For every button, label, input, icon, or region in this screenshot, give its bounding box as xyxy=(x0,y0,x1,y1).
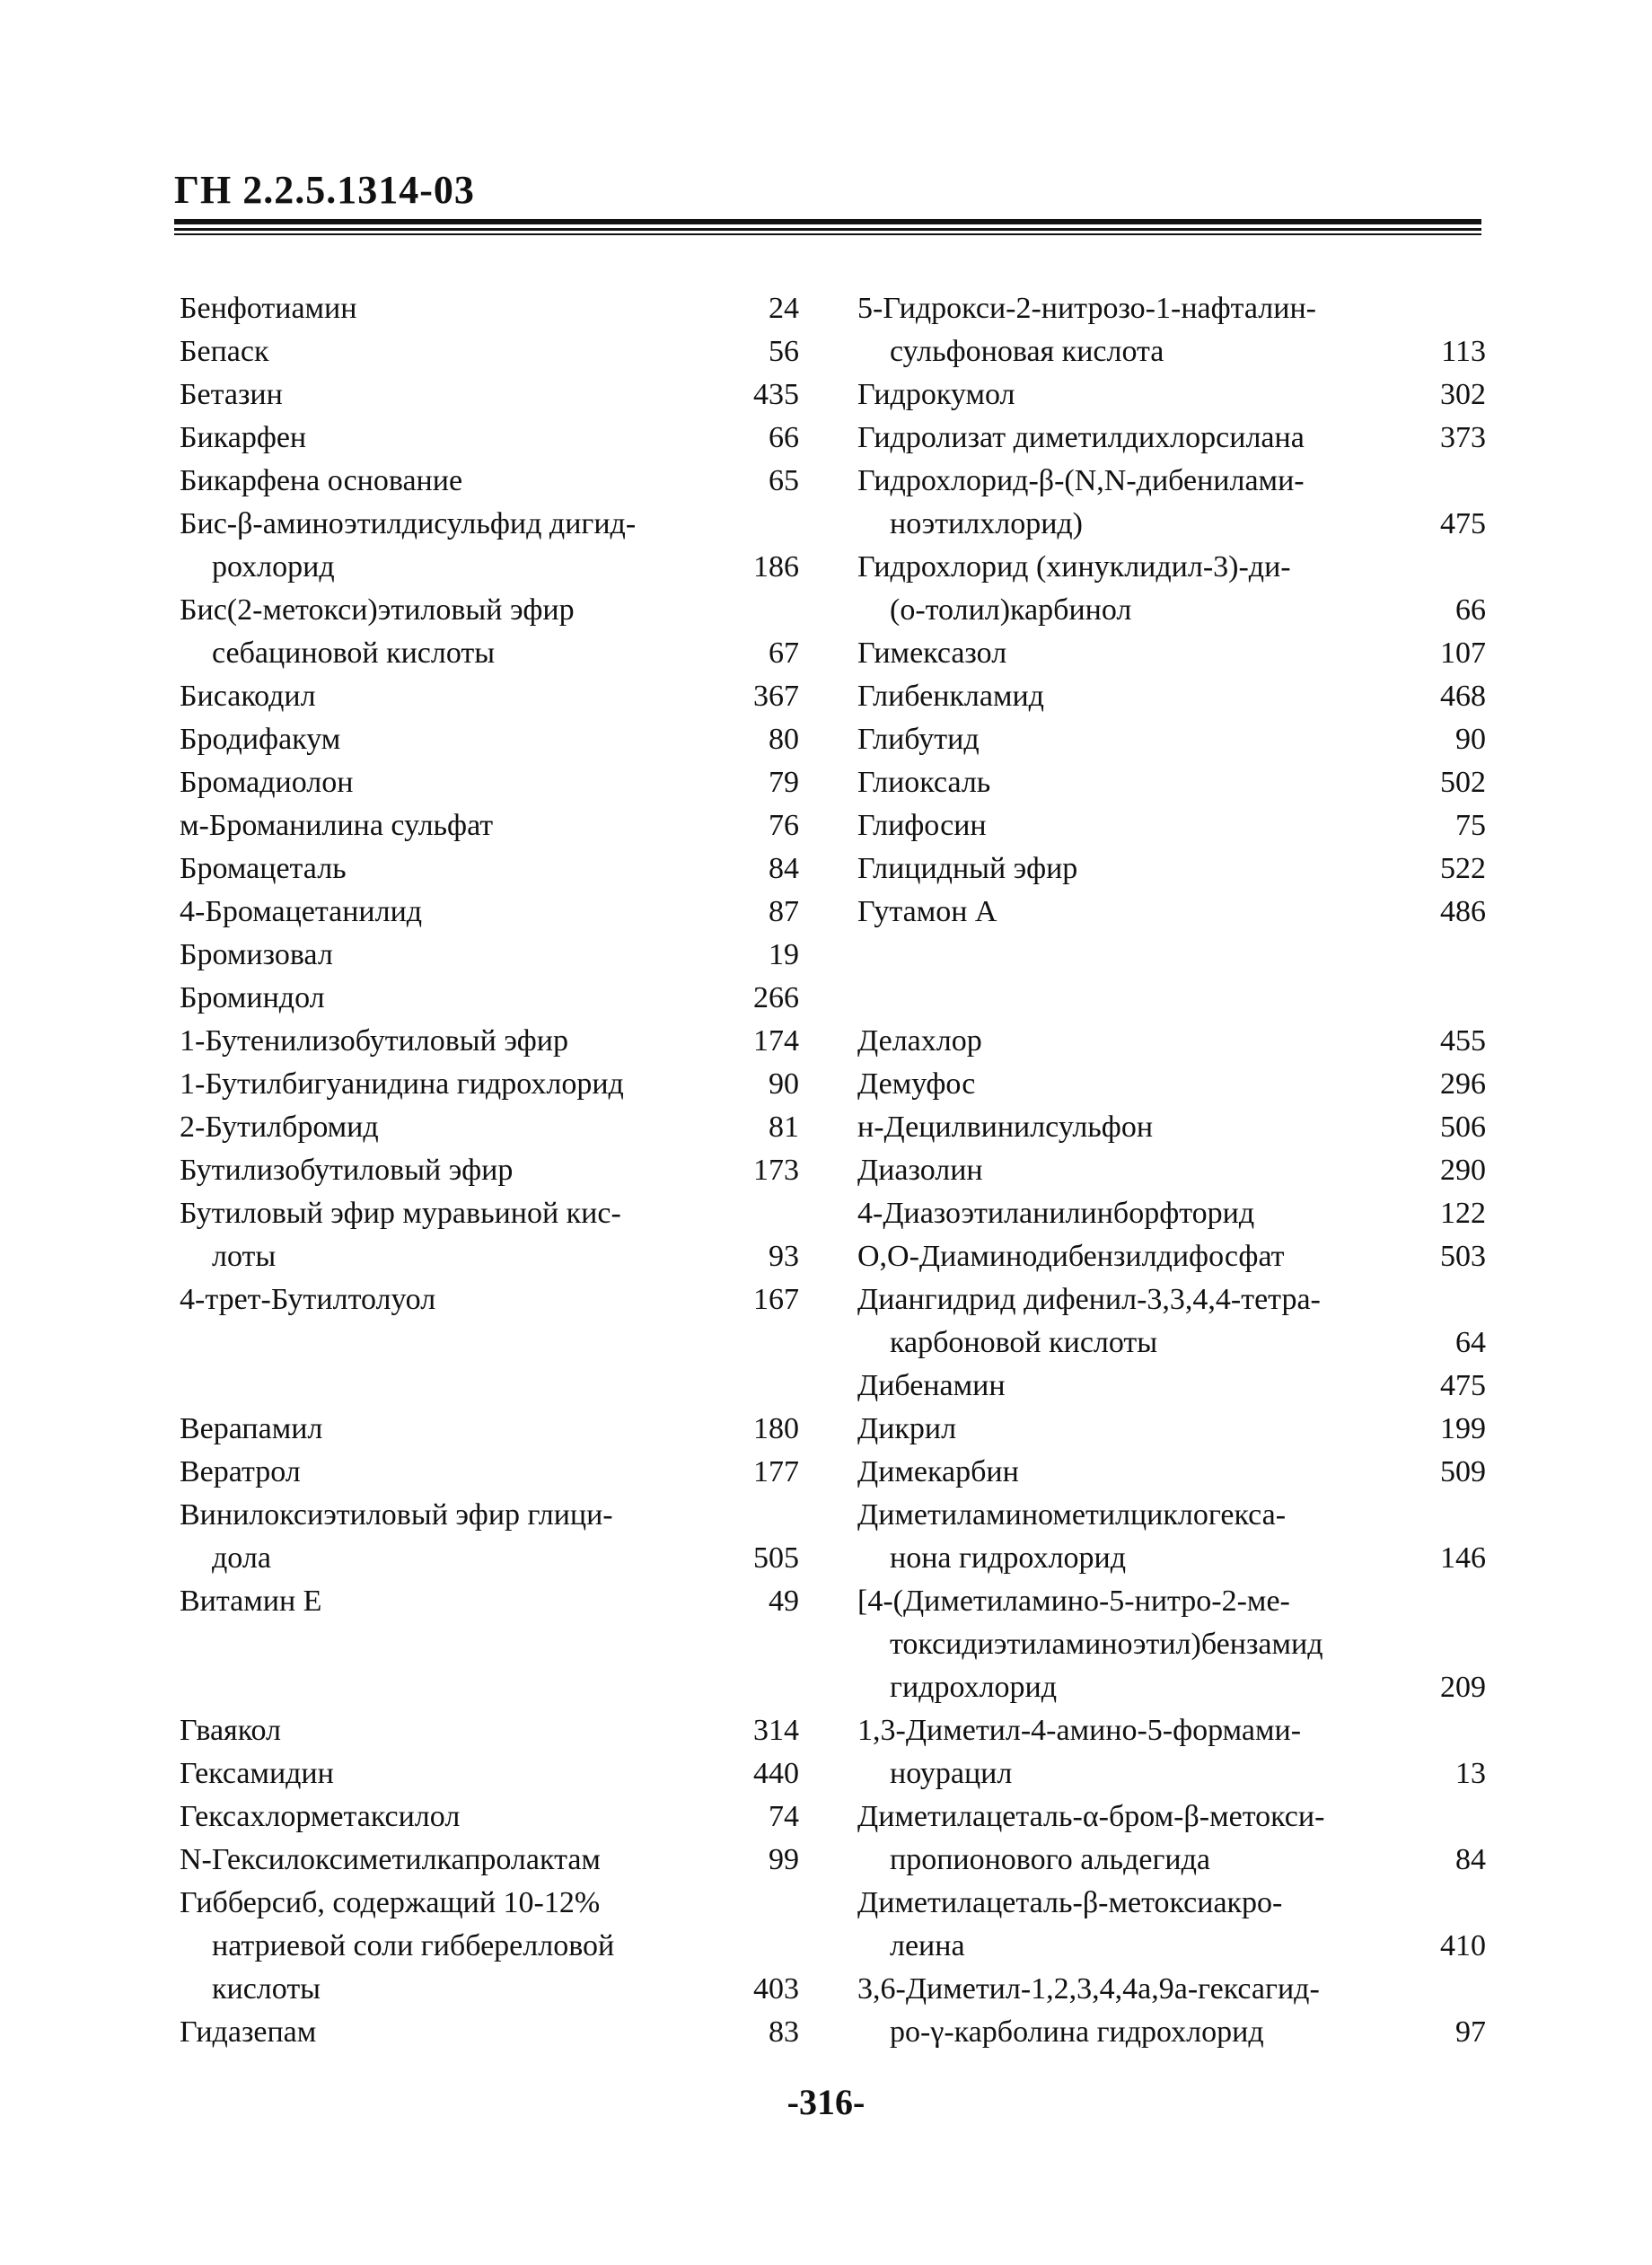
entry-line: Диметилацеталь-α-бром-β-метокси- xyxy=(857,1800,1325,1833)
section-gap xyxy=(180,1623,799,1709)
index-entry xyxy=(180,675,799,718)
entry-page-number: 475 xyxy=(1440,1369,1486,1402)
entry-name xyxy=(857,761,1405,804)
entry-page-number: 64 xyxy=(1455,1326,1486,1359)
index-entry xyxy=(180,1408,799,1451)
entry-line: Глибутид xyxy=(857,723,980,756)
index-entry xyxy=(180,1494,799,1580)
index-entry xyxy=(857,718,1486,761)
entry-line: Гимексазол xyxy=(857,636,1007,670)
entry-page-number: 502 xyxy=(1440,766,1486,799)
entry-line: N-Гексилоксиметилкапролактам xyxy=(180,1843,601,1876)
index-entry xyxy=(857,1149,1486,1192)
entry-line: Гидрокумол xyxy=(857,378,1015,411)
entry-page-number: 24 xyxy=(769,292,799,325)
entry-page-number: 167 xyxy=(753,1283,799,1316)
entry-line: себациновой кислоты xyxy=(212,636,496,670)
entry-line: нона гидрохлорид xyxy=(890,1541,1127,1575)
entry-name xyxy=(180,804,718,847)
entry-page-number: 367 xyxy=(753,680,799,713)
entry-name xyxy=(857,1235,1405,1278)
index-entry xyxy=(180,460,799,503)
entry-name xyxy=(180,847,718,891)
entry-name xyxy=(857,1063,1405,1106)
index-entry xyxy=(180,1192,799,1278)
entry-page-number: 107 xyxy=(1440,636,1486,670)
entry-line: 1-Бутилбигуанидина гидрохлорид xyxy=(180,1067,624,1101)
entry-name xyxy=(857,1795,1405,1882)
entry-line: Глиоксаль xyxy=(857,766,991,799)
entry-name xyxy=(857,1149,1405,1192)
index-entry xyxy=(857,287,1486,373)
entry-name xyxy=(180,330,718,373)
entry-line: Бромадиолон xyxy=(180,766,354,799)
entry-line: дола xyxy=(212,1541,271,1575)
entry-line: Глибенкламид xyxy=(857,680,1044,713)
entry-line: Бис-β-аминоэтилдисульфид дигид- xyxy=(180,507,637,540)
entry-page-number: 19 xyxy=(769,938,799,971)
entry-line: Глифосин xyxy=(857,809,987,842)
entry-line: рохлорид xyxy=(212,550,335,584)
entry-line: пропионового альдегида xyxy=(890,1843,1210,1876)
index-entry xyxy=(180,804,799,847)
entry-line: лоты xyxy=(212,1240,277,1273)
entry-page-number: 83 xyxy=(769,2015,799,2049)
entry-page-number: 435 xyxy=(753,378,799,411)
entry-name xyxy=(180,1408,718,1451)
index-entry xyxy=(857,1192,1486,1235)
entry-page-number: 113 xyxy=(1441,335,1486,368)
entry-line: Глицидный эфир xyxy=(857,852,1078,885)
entry-line: Делахлор xyxy=(857,1024,982,1058)
index-entry xyxy=(180,761,799,804)
entry-line: Гибберсиб, содержащий 10-12% xyxy=(180,1886,601,1919)
entry-page-number: 79 xyxy=(769,766,799,799)
index-entry xyxy=(180,1149,799,1192)
entry-line: Гидролизат диметилдихлорсилана xyxy=(857,421,1305,454)
page-number: -316- xyxy=(786,2082,866,2122)
index-entry xyxy=(857,1020,1486,1063)
entry-line: ноурацил xyxy=(890,1757,1013,1790)
entry-line: Гидрохлорид (хинуклидил-3)-ди- xyxy=(857,550,1291,584)
entry-line: Винилоксиэтиловый эфир глици- xyxy=(180,1498,613,1532)
entry-name xyxy=(857,1709,1405,1795)
entry-name xyxy=(857,1365,1405,1408)
entry-line: Верапамил xyxy=(180,1412,323,1445)
entry-name xyxy=(180,675,718,718)
entry-name xyxy=(180,977,718,1020)
index-entry xyxy=(180,417,799,460)
entry-name xyxy=(180,934,718,977)
index-entry xyxy=(857,1278,1486,1365)
header-rule xyxy=(174,233,1481,235)
entry-line: н-Децилвинилсульфон xyxy=(857,1111,1154,1144)
entry-page-number: 410 xyxy=(1440,1929,1486,1962)
index-entry xyxy=(180,330,799,373)
index-entry xyxy=(857,761,1486,804)
index-entry xyxy=(180,373,799,417)
entry-name xyxy=(857,1106,1405,1149)
entry-line: 4-трет-Бутилтолуол xyxy=(180,1283,436,1316)
index-entry xyxy=(180,847,799,891)
entry-name xyxy=(180,1020,718,1063)
entry-page-number: 177 xyxy=(753,1455,799,1488)
entry-page-number: 84 xyxy=(1455,1843,1486,1876)
entry-name xyxy=(857,1020,1405,1063)
index-entry xyxy=(180,977,799,1020)
entry-line: О,О-Диаминодибензилдифосфат xyxy=(857,1240,1285,1273)
index-column-left xyxy=(180,287,799,2054)
entry-line: леина xyxy=(890,1929,965,1962)
entry-name xyxy=(857,546,1405,632)
entry-line: Диазолин xyxy=(857,1154,983,1187)
entry-line: [4-(Диметиламино-5-нитро-2-ме- xyxy=(857,1585,1290,1618)
index-entry xyxy=(180,2011,799,2054)
entry-line: Бутилизобутиловый эфир xyxy=(180,1154,514,1187)
entry-name xyxy=(857,718,1405,761)
index-entry xyxy=(180,503,799,589)
entry-page-number: 505 xyxy=(753,1541,799,1575)
index-entry xyxy=(857,546,1486,632)
entry-name xyxy=(857,1451,1405,1494)
entry-page-number: 80 xyxy=(769,723,799,756)
entry-page-number: 440 xyxy=(753,1757,799,1790)
entry-name xyxy=(180,1839,718,1882)
entry-page-number: 403 xyxy=(753,1972,799,2006)
entry-page-number: 266 xyxy=(753,981,799,1014)
entry-page-number: 66 xyxy=(769,421,799,454)
entry-line: Диметилацеталь-β-метоксиакро- xyxy=(857,1886,1283,1919)
entry-line: Бикарфен xyxy=(180,421,307,454)
entry-page-number: 90 xyxy=(1455,723,1486,756)
entry-page-number: 174 xyxy=(753,1024,799,1058)
entry-page-number: 522 xyxy=(1440,852,1486,885)
index-entry xyxy=(857,847,1486,891)
entry-name xyxy=(180,1752,718,1795)
entry-line: 4-Диазоэтиланилинборфторид xyxy=(857,1197,1255,1230)
entry-line: ро-γ-карболина гидрохлорид xyxy=(890,2015,1264,2049)
entry-line: Бис(2-метокси)этиловый эфир xyxy=(180,593,575,627)
entry-name xyxy=(857,1968,1405,2054)
entry-line: Дибенамин xyxy=(857,1369,1006,1402)
entry-page-number: 146 xyxy=(1440,1541,1486,1575)
entry-line: Бромацеталь xyxy=(180,852,347,885)
entry-line: Диметиламинометилциклогекса- xyxy=(857,1498,1287,1532)
entry-line: 1-Бутенилизобутиловый эфир xyxy=(180,1024,568,1058)
index-entry xyxy=(857,1968,1486,2054)
index-entry xyxy=(857,1882,1486,1968)
entry-page-number: 87 xyxy=(769,895,799,928)
entry-name xyxy=(180,460,718,503)
index-entry xyxy=(180,1106,799,1149)
entry-line: Бепаск xyxy=(180,335,269,368)
entry-page-number: 373 xyxy=(1440,421,1486,454)
entry-page-number: 75 xyxy=(1455,809,1486,842)
index-entry xyxy=(180,1752,799,1795)
entry-name xyxy=(180,891,718,934)
entry-line: Бисакодил xyxy=(180,680,316,713)
entry-line: Бутиловый эфир муравьиной кис- xyxy=(180,1197,621,1230)
index-entry xyxy=(857,1709,1486,1795)
entry-page-number: 209 xyxy=(1440,1671,1486,1704)
entry-line: токсидиэтиламиноэтил)бензамид xyxy=(890,1628,1323,1661)
entry-line: Гидазепам xyxy=(180,2015,317,2049)
entry-line: Гексамидин xyxy=(180,1757,334,1790)
entry-line: натриевой соли гибберелловой xyxy=(212,1929,615,1962)
entry-line: 5-Гидрокси-2-нитрозо-1-нафталин- xyxy=(857,292,1316,325)
index-entry xyxy=(857,804,1486,847)
entry-name xyxy=(180,1709,718,1752)
index-entry xyxy=(857,460,1486,546)
entry-line: Вератрол xyxy=(180,1455,301,1488)
entry-name xyxy=(857,1192,1405,1235)
index-entry xyxy=(180,1795,799,1839)
index-entry xyxy=(180,1882,799,2011)
entry-page-number: 302 xyxy=(1440,378,1486,411)
index-entry xyxy=(857,891,1486,934)
entry-name xyxy=(857,1882,1405,1968)
index-entry xyxy=(180,718,799,761)
entry-name xyxy=(180,1063,718,1106)
entry-line: сульфоновая кислота xyxy=(890,335,1164,368)
entry-name xyxy=(857,804,1405,847)
entry-line: 1,3-Диметил-4-амино-5-формами- xyxy=(857,1714,1302,1747)
index-entry xyxy=(857,1235,1486,1278)
index-entry xyxy=(857,1580,1486,1709)
entry-page-number: 199 xyxy=(1440,1412,1486,1445)
index-entry xyxy=(857,1063,1486,1106)
entry-line: Гидрохлорид-β-(N,N-дибенилами- xyxy=(857,464,1305,497)
entry-name xyxy=(180,1494,718,1580)
entry-name xyxy=(180,503,718,589)
entry-line: Гваякол xyxy=(180,1714,282,1747)
entry-name xyxy=(180,718,718,761)
entry-name xyxy=(180,1192,718,1278)
entry-name xyxy=(857,460,1405,546)
index-entry xyxy=(180,589,799,675)
index-entry xyxy=(180,1063,799,1106)
entry-line: Гексахлорметаксилол xyxy=(180,1800,461,1833)
index-entry xyxy=(180,1839,799,1882)
entry-line: Бетазин xyxy=(180,378,283,411)
entry-line: ноэтилхлорид) xyxy=(890,507,1084,540)
entry-name xyxy=(857,287,1405,373)
entry-page-number: 290 xyxy=(1440,1154,1486,1187)
entry-name xyxy=(180,1106,718,1149)
entry-page-number: 186 xyxy=(753,550,799,584)
entry-line: Дикрил xyxy=(857,1412,957,1445)
entry-name xyxy=(180,1149,718,1192)
index-entry xyxy=(180,1020,799,1063)
entry-page-number: 66 xyxy=(1455,593,1486,627)
entry-name xyxy=(857,417,1405,460)
index-entry xyxy=(857,1365,1486,1408)
entry-page-number: 122 xyxy=(1440,1197,1486,1230)
index-entry xyxy=(180,287,799,330)
entry-name xyxy=(180,1795,718,1839)
entry-line: Демуфос xyxy=(857,1067,976,1101)
entry-line: Диангидрид дифенил-3,3,4,4-тетра- xyxy=(857,1283,1321,1316)
entry-line: 2-Бутилбромид xyxy=(180,1111,379,1144)
entry-line: Бикарфена основание xyxy=(180,464,463,497)
entry-page-number: 503 xyxy=(1440,1240,1486,1273)
section-gap xyxy=(180,1321,799,1408)
entry-page-number: 509 xyxy=(1440,1455,1486,1488)
index-entry xyxy=(180,1580,799,1623)
entry-page-number: 13 xyxy=(1455,1757,1486,1790)
entry-line: (о-толил)карбинол xyxy=(890,593,1132,627)
entry-name xyxy=(857,891,1405,934)
index-entry xyxy=(180,1278,799,1321)
index-entry xyxy=(857,675,1486,718)
entry-name xyxy=(180,761,718,804)
entry-name xyxy=(180,1278,718,1321)
entry-page-number: 99 xyxy=(769,1843,799,1876)
entry-page-number: 49 xyxy=(769,1585,799,1618)
index-entry xyxy=(180,1709,799,1752)
document-header: ГН 2.2.5.1314-03 xyxy=(174,168,475,212)
entry-page-number: 90 xyxy=(769,1067,799,1101)
entry-page-number: 296 xyxy=(1440,1067,1486,1101)
entry-line: карбоновой кислоты xyxy=(890,1326,1158,1359)
entry-page-number: 65 xyxy=(769,464,799,497)
entry-page-number: 455 xyxy=(1440,1024,1486,1058)
entry-line: 4-Бромацетанилид xyxy=(180,895,423,928)
entry-page-number: 84 xyxy=(769,852,799,885)
entry-line: кислоты xyxy=(212,1972,321,2006)
header-rule xyxy=(174,228,1481,231)
index-entry xyxy=(180,1451,799,1494)
entry-name xyxy=(857,675,1405,718)
entry-name xyxy=(857,632,1405,675)
entry-page-number: 81 xyxy=(769,1111,799,1144)
entry-name xyxy=(857,1494,1405,1580)
index-entry xyxy=(857,1494,1486,1580)
entry-line: Витамин Е xyxy=(180,1585,322,1618)
entry-line: 3,6-Диметил-1,2,3,4,4а,9а-гексагид- xyxy=(857,1972,1320,2006)
entry-name xyxy=(180,589,718,675)
entry-name xyxy=(180,2011,718,2054)
section-gap xyxy=(857,934,1486,1020)
entry-page-number: 56 xyxy=(769,335,799,368)
index-entry xyxy=(857,632,1486,675)
entry-page-number: 314 xyxy=(753,1714,799,1747)
index-column-right xyxy=(857,287,1486,2054)
index-entry xyxy=(857,1451,1486,1494)
entry-line: м-Броманилина сульфат xyxy=(180,809,494,842)
entry-page-number: 475 xyxy=(1440,507,1486,540)
entry-name xyxy=(180,1580,718,1623)
entry-line: Бродифакум xyxy=(180,723,341,756)
entry-page-number: 468 xyxy=(1440,680,1486,713)
index-entry xyxy=(857,373,1486,417)
index-entry xyxy=(857,1795,1486,1882)
entry-page-number: 74 xyxy=(769,1800,799,1833)
entry-page-number: 173 xyxy=(753,1154,799,1187)
index-entry xyxy=(180,934,799,977)
entry-name xyxy=(180,1882,718,2011)
entry-name xyxy=(180,287,718,330)
entry-line: Бенфотиамин xyxy=(180,292,357,325)
index-entry xyxy=(857,1408,1486,1451)
entry-line: Броминдол xyxy=(180,981,325,1014)
entry-page-number: 93 xyxy=(769,1240,799,1273)
index-entry xyxy=(180,891,799,934)
entry-line: Гутамон А xyxy=(857,895,997,928)
entry-page-number: 76 xyxy=(769,809,799,842)
entry-name xyxy=(857,1278,1405,1365)
entry-name xyxy=(857,373,1405,417)
entry-name xyxy=(857,847,1405,891)
index-entry xyxy=(857,417,1486,460)
entry-name xyxy=(180,373,718,417)
index-entry xyxy=(857,1106,1486,1149)
entry-line: гидрохлорид xyxy=(890,1671,1058,1704)
entry-line: Бромизовал xyxy=(180,938,333,971)
header-rule xyxy=(174,219,1481,224)
entry-page-number: 67 xyxy=(769,636,799,670)
entry-page-number: 506 xyxy=(1440,1111,1486,1144)
entry-page-number: 486 xyxy=(1440,895,1486,928)
entry-line: Димекарбин xyxy=(857,1455,1019,1488)
entry-name xyxy=(857,1580,1405,1709)
entry-name xyxy=(180,417,718,460)
entry-page-number: 180 xyxy=(753,1412,799,1445)
entry-name xyxy=(857,1408,1405,1451)
entry-name xyxy=(180,1451,718,1494)
entry-page-number: 97 xyxy=(1455,2015,1486,2049)
